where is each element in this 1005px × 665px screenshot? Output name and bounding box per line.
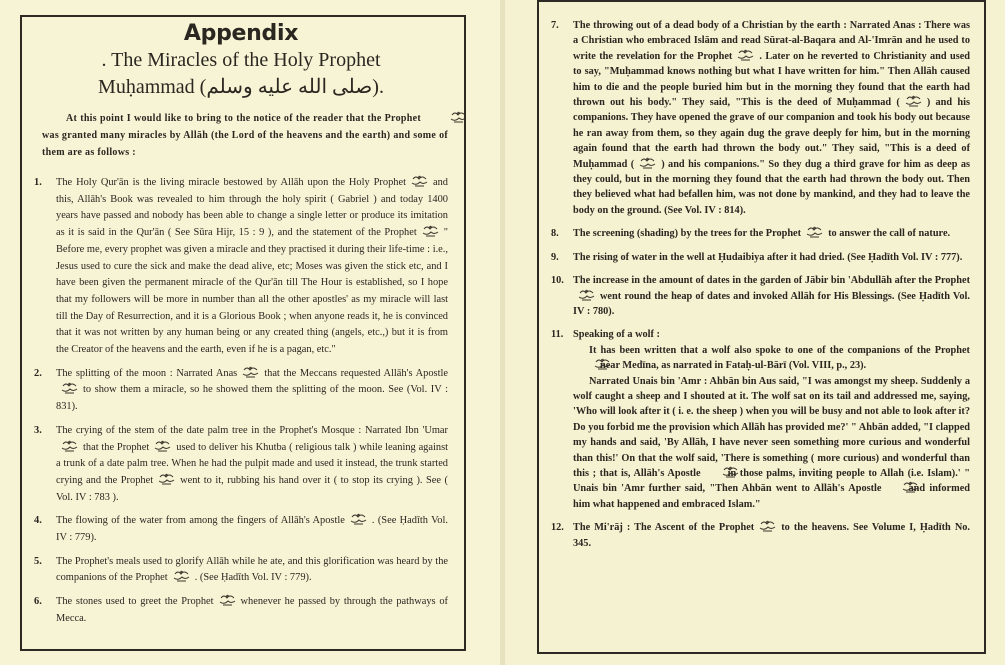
text-segment: and this, Allāh's Book was revealed to him through the holy spirit ( Gabriel ) and today 1400 years have passed and nobody has been able to change a single letter or produce its imitation as it is said in the Qur'ān ( See Sūra Hijr, 15 : 9 ), and the statement of the Prophet — [56, 177, 448, 239]
text-segment: It has been written that a wolf also spoke to one of the companions of the Prophet — [589, 344, 970, 356]
miracle-list-right — [551, 18, 970, 319]
text-segment: " Before me, every prophet was given a miracle and they practised it during their life-time : i.e., Jesus used to cure the sick and make the dead alive, etc; Moses was given the stick etc, and I have been given the permanent miracle of the Qur'ān till The Hour is established, so I hope that my followers will be more in number than all the other apostles' as my miracle will last till the Day of Resurrection, and it is a Glorious Book ; when anyone reads it, he is convinced that it was not written by any human being or any created thing (angels, etc.,) but it is from the Creator of the heavens and the earth, even if he is a pagan, etc." — [56, 227, 448, 356]
list-item — [34, 513, 448, 546]
text-segment: near Medīna, as narrated in Fataḥ-ul-Bārī (Vol. VIII, p., 23). — [600, 360, 867, 372]
item-number: 2. — [34, 367, 42, 379]
list-item — [34, 594, 448, 627]
list-item — [551, 250, 970, 265]
text-segment: used to deliver his Khutba ( religious talk ) while leaning against a trunk of a date palm tree. When he had the pulpit made and used it instead, the trunk started crying and the Prophet — [56, 441, 449, 486]
text-segment: went to it, rubbing his hand over it ( to stop its crying ). See ( Vol. IV : 783 ). — [56, 474, 448, 503]
text-segment: The stones used to greet the Prophet — [56, 596, 214, 608]
salutation-seal-icon — [639, 157, 656, 170]
text-segment: The crying of the stem of the date palm tree in the Prophet's Mosque : Narrated Ibn 'Umar — [56, 424, 448, 436]
text-segment: to the heavens. See Volume I, Ḥadīth No. 345. — [573, 522, 970, 549]
item-number: 10. — [551, 275, 564, 287]
text-segment: The splitting of the moon : Narrated Anas — [56, 367, 238, 379]
salutation-seal-icon — [578, 289, 595, 302]
text-segment: went round the heap of dates and invoked Allāh for His Blessings. (See Ḥadīth Vol. IV : 780). — [573, 290, 970, 317]
subtitle-line-2: Muḥammad (صلى الله عليه وسلم). — [98, 76, 384, 98]
item-number: 6. — [34, 596, 42, 608]
item-number: 1. — [34, 177, 42, 188]
intro-paragraph — [42, 110, 448, 161]
item-number: 12. — [551, 522, 564, 534]
text-segment: The increase in the amount of dates in the garden of Jābir bin 'Abdullāh after the Prophet — [573, 275, 970, 287]
page-title: Appendix — [183, 21, 299, 46]
right-page — [505, 0, 1005, 665]
text-segment: and informed him what happened and embraced Islam." — [573, 483, 970, 510]
text-segment: that the Prophet — [83, 441, 150, 453]
list-item — [551, 520, 970, 551]
item-text — [56, 513, 448, 546]
list-item — [551, 18, 970, 218]
item-number: 5. — [34, 555, 42, 567]
text-segment: The rising of water in the well at Ḥudaibiya after it had dried. (See Ḥadīth Vol. IV : 777). — [573, 251, 963, 263]
list-item — [34, 366, 448, 416]
list-item — [551, 226, 970, 241]
item-text — [573, 250, 970, 265]
item-text — [56, 594, 448, 627]
text-segment: The flowing of the water from among the fingers of Allāh's Apostle — [56, 515, 345, 527]
salutation-seal-icon — [886, 481, 903, 494]
salutation-seal-icon — [219, 594, 236, 607]
subtitle-line-1: . The Miracles of the Holy Prophet — [101, 49, 381, 71]
item-number: 4. — [34, 515, 42, 527]
wolf-paragraph-1 — [573, 343, 970, 374]
salutation-seal-icon — [411, 175, 428, 188]
text-segment: to answer the call of nature. — [828, 228, 951, 240]
list-item — [551, 327, 970, 512]
list-item — [34, 554, 448, 587]
text-segment: was granted many miracles by Allāh (the Lord of the heavens and the earth) and some of them are as follows : — [42, 130, 448, 158]
salutation-seal-icon — [806, 226, 823, 239]
appendix-frame-continued — [537, 0, 986, 654]
text-segment: . Later on he reverted to Christianity and used to say, "Muḥammad knows nothing but what I have written for him." Then Allāh caused him to die and the people buried him but in the morning they found that the earth had thrown out his body." They said, "This is the deed of Muḥammad ( — [573, 50, 971, 109]
item-text — [573, 520, 970, 551]
item-text — [573, 18, 970, 218]
salutation-seal-icon — [737, 49, 754, 62]
item-text — [573, 273, 970, 319]
appendix-frame — [20, 15, 466, 651]
salutation-seal-icon — [578, 358, 595, 371]
salutation-seal-icon — [426, 111, 443, 124]
item-heading: Speaking of a wolf : — [573, 329, 660, 341]
text-segment: ) and his companions. They have opened the grave of our companion and took his body out because he ran away from them, so they again dug the grave deeply for him, but in the morning again found that the earth had thrown the body out." They said, "This is a deed of Muḥammad ( — [573, 97, 971, 170]
text-segment: The Mi'rāj : The Ascent of the Prophet — [573, 522, 755, 534]
text-segment: . (See Ḥadīth Vol. IV : 779). — [56, 515, 448, 544]
wolf-paragraph-2 — [573, 374, 970, 513]
list-item — [551, 273, 970, 319]
salutation-seal-icon — [61, 440, 78, 453]
text-segment: ) and his companions." So they dug a third grave for him as deep as they could, but in the morning they found that the earth had thrown the body out. Then they believed what had befallen him, was not done by mankind, and they had to leave the body on the ground. (See Vol. IV : 814). — [573, 158, 970, 216]
left-page — [0, 0, 500, 665]
list-item — [34, 423, 448, 507]
item-number: 11. — [551, 329, 564, 341]
text-segment: that the Meccans requested Allāh's Apostle — [264, 367, 448, 379]
text-segment: The screening (shading) by the trees for the Prophet — [573, 228, 802, 240]
salutation-seal-icon — [154, 440, 171, 453]
text-segment: The Prophet's meals used to glorify Allāh while he ate, and this glorification was heard by the companions of the Prophet — [56, 555, 448, 584]
item-number: 7. — [551, 20, 559, 31]
salutation-seal-icon — [706, 466, 723, 479]
salutation-seal-icon — [759, 520, 776, 533]
text-segment: The Holy Qur'ān is the living miracle bestowed by Allāh upon the Holy Prophet — [56, 177, 406, 188]
salutation-seal-icon — [242, 366, 259, 379]
list-item — [34, 175, 448, 359]
text-segment: whenever he passed by through the pathways of Mecca. — [56, 596, 448, 624]
salutation-seal-icon — [173, 570, 190, 583]
item-text — [573, 226, 970, 241]
item-text — [56, 554, 448, 587]
item-number: 9. — [551, 251, 559, 263]
text-segment: The throwing out of a dead body of a Christian by the earth : Narrated Anas : There was a Christian who embraced Islām and read Sūrat-al-Baqara and Al-'Imrān and he used to write the revelation for the Prophet — [573, 20, 970, 62]
salutation-seal-icon — [350, 513, 367, 526]
text-segment: in those palms, inviting people to Allah (i.e. Islam).' " Unais bin 'Amr further said, "Then Ahbān went to Allāh's Apostle — [573, 467, 970, 495]
miracle-list-left — [34, 175, 448, 628]
item-number: 3. — [34, 424, 42, 436]
item-number: 8. — [551, 228, 559, 240]
text-segment: Narrated Unais bin 'Amr : Ahbān bin Aus said, "I was amongst my sheep. Suddenly a wolf caught a sheep and I shouted at it. The wolf sat on its tail and addressed me, saying, 'Who will look after it ( i. e. the sheep ) when you will be busy and not able to look after it? Do you forbid me the provision which Allāh has provided me?' " Ahbān added, "I clapped my hands and said, 'By Allāh, I have never seen something more curious and wonderful than this!' On that the wolf said, 'There is something ( more curious) and wonderful than this ; that is, Allāh's Apostle — [573, 375, 970, 479]
salutation-seal-icon — [905, 95, 922, 108]
text-segment: At this point I would like to bring to the notice of the reader that the Prophet — [66, 113, 421, 124]
salutation-seal-icon — [422, 225, 439, 238]
item-text — [56, 366, 448, 416]
salutation-seal-icon — [158, 473, 175, 486]
salutation-seal-icon — [61, 382, 78, 395]
item-text — [56, 175, 448, 359]
text-segment: to show them a miracle, so he showed them the splitting of the moon. See (Vol. IV : 831). — [56, 384, 448, 413]
item-text — [56, 423, 448, 507]
text-segment: . (See Ḥadīth Vol. IV : 779). — [194, 572, 312, 584]
